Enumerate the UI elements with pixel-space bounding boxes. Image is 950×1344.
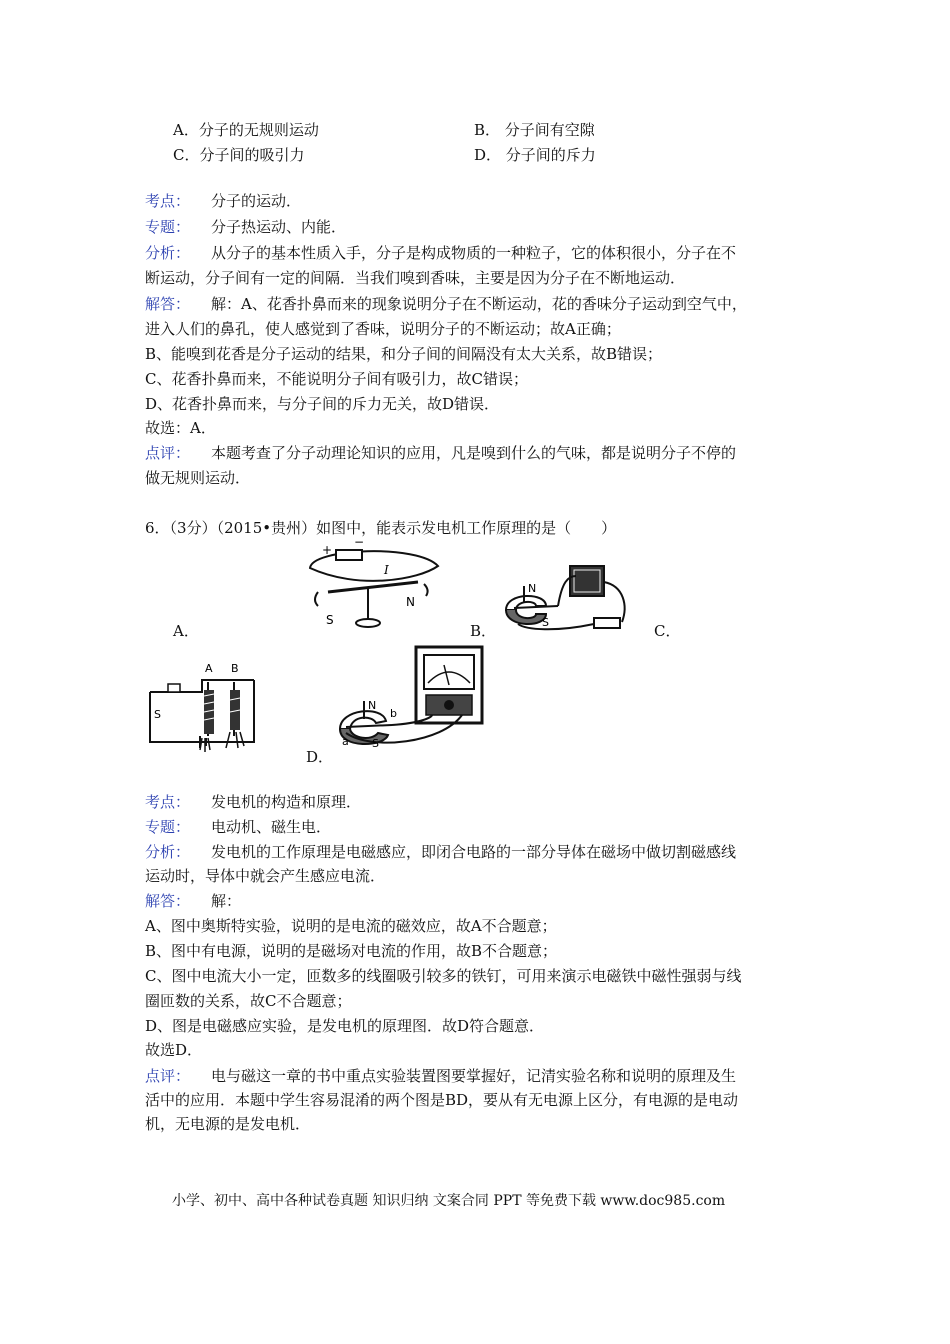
q5-zhuanti: 专题： 分子热运动、内能．: [145, 218, 347, 236]
q5-fenxi: 分析： 从分子的基本性质入手，分子是构成物质的一种粒子，它的体积很小，分子在不: [145, 244, 737, 262]
fig-d-n: N: [368, 699, 377, 712]
fig-c-b: B: [231, 662, 239, 675]
q5-jieda: 解答： 解：A、花香扑鼻而来的现象说明分子在不断运动，花的香味分子运动到空气中，: [145, 295, 747, 313]
q6-fenxi-cont: 运动时，导体中就会产生感应电流．: [145, 867, 386, 885]
q6-option-a: A．: [173, 622, 199, 640]
q5-line: 故选：A．: [145, 419, 216, 437]
q6-option-b: B．: [470, 622, 497, 640]
q6-line: A、图中奥斯特实验，说明的是电流的磁效应，故A不合题意；: [145, 917, 557, 935]
page-footer: 小学、初中、高中各种试卷真题 知识归纳 文案合同 PPT 等免费下载 www.doc985.com: [172, 1193, 726, 1209]
q6-line: 圈匝数的关系，故C不合题意；: [145, 992, 352, 1010]
figure-c-electromagnet: [142, 660, 262, 756]
q6-dianping: 点评： 电与磁这一章的书中重点实验装置图要掌握好，记清实验名称和说明的原理及生: [145, 1067, 737, 1085]
q5-dianping: 点评： 本题考查了分子动理论知识的应用，凡是嗅到什么的气味，都是说明分子不停的: [145, 444, 737, 462]
fig-c-s: S: [154, 708, 161, 721]
q6-line: D、图是电磁感应实验，是发电机的原理图．故D符合题意．: [145, 1017, 545, 1035]
q5-kaodian: 考点： 分子的运动．: [145, 192, 302, 210]
q5-line: D、花香扑鼻而来，与分子间的斥力无关，故D错误．: [145, 395, 500, 413]
fig-a-s: S: [326, 613, 334, 627]
q6-kaodian: 考点： 发电机的构造和原理．: [145, 793, 362, 811]
q6-line: C、图中电流大小一定，匝数多的线圈吸引较多的铁钉，可用来演示电磁铁中磁性强弱与线: [145, 967, 742, 985]
fig-a-minus: −: [354, 540, 365, 549]
q5-line: C、花香扑鼻而来，不能说明分子间有吸引力，故C错误；: [145, 370, 528, 388]
q6-line: 故选D．: [145, 1041, 203, 1059]
q6-dianping-cont: 活中的应用．本题中学生容易混淆的两个图是BD，要从有无电源上区分，有电源的是电动: [145, 1091, 739, 1109]
option-b: B． 分子间有空隙: [474, 121, 595, 139]
fig-d-s: S: [372, 737, 379, 750]
q5-dianping-cont: 做无规则运动．: [145, 469, 251, 487]
q6-fenxi: 分析： 发电机的工作原理是电磁感应，即闭合电路的一部分导体在磁场中做切割磁感线: [145, 843, 737, 861]
fig-a-n: N: [406, 595, 415, 609]
q6-option-c: C．: [654, 622, 681, 640]
fig-a-plus: +: [322, 543, 333, 557]
q5-fenxi-cont: 断运动，分子间有一定的间隔．当我们嗅到香味，主要是因为分子在不断地运动．: [145, 269, 686, 287]
option-d: D． 分子间的斥力: [474, 146, 596, 164]
q5-line: B、能嗅到花香是分子运动的结果，和分子间的间隔没有太大关系，故B错误；: [145, 345, 663, 363]
fig-d-b: b: [390, 707, 397, 720]
fig-b-n: N: [528, 582, 537, 595]
q5-jieda-cont: 进入人们的鼻孔，使人感觉到了香味，说明分子的不断运动；故A正确；: [145, 320, 621, 338]
q6-question: 6．（3分）（2015•贵州）如图中，能表示发电机工作原理的是（ ）: [145, 519, 617, 537]
figure-b-motor: [496, 562, 636, 636]
figure-d-induction: [332, 643, 492, 753]
option-c: C．分子间的吸引力: [173, 146, 305, 164]
q6-zhuanti: 专题： 电动机、磁生电．: [145, 818, 332, 836]
q6-line: B、图中有电源，说明的是磁场对电流的作用，故B不合题意；: [145, 942, 558, 960]
q6-option-d: D．: [306, 748, 334, 766]
figure-a-oersted: [298, 540, 448, 632]
option-a: A．分子的无规则运动: [173, 121, 319, 139]
q6-dianping-cont: 机，无电源的是发电机．: [145, 1115, 311, 1133]
fig-b-s: S: [542, 616, 549, 629]
q6-jieda: 解答： 解：: [145, 892, 242, 910]
fig-d-a: a: [342, 735, 349, 748]
fig-c-a: A: [205, 662, 213, 675]
fig-a-current: I: [384, 563, 389, 577]
